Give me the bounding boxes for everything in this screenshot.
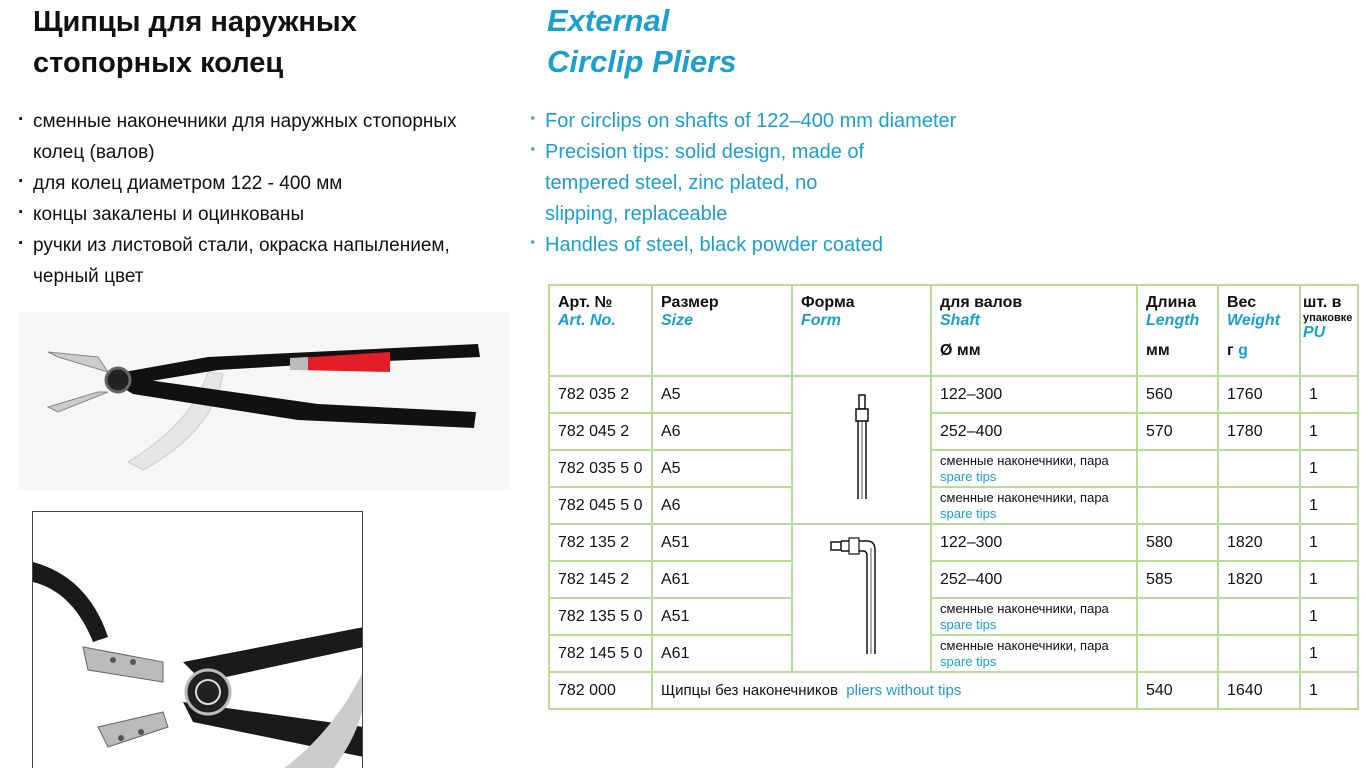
col-art: Арт. № Art. No. — [549, 285, 652, 376]
table-cell: 122–300 — [931, 376, 1137, 413]
table-row — [549, 561, 1358, 598]
col-form: Форма Form — [792, 285, 931, 376]
table-cell: 1 — [1300, 672, 1358, 709]
table-cell: 1820 — [1218, 524, 1300, 561]
table-cell: 1 — [1300, 598, 1358, 635]
table-cell: 252–400 — [931, 413, 1137, 450]
col-pu: шт. в упаковке PU — [1300, 285, 1358, 376]
table-cell: 1 — [1300, 413, 1358, 450]
table-cell: A61 — [652, 635, 792, 672]
table-cell — [1137, 450, 1218, 487]
table-cell: 1 — [1300, 450, 1358, 487]
table-row — [549, 524, 1358, 561]
feature-ru-item: · ручки из листовой стали, окраска напылением, черный цвет — [18, 230, 508, 292]
table-cell: 580 — [1137, 524, 1218, 561]
table-header-row — [549, 285, 1358, 376]
feature-ru-item: · концы закалены и оцинкованы — [18, 199, 508, 230]
table-row — [549, 635, 1358, 672]
title-ru-line1: Щипцы для наружных — [33, 6, 357, 38]
table-cell: 782 035 2 — [549, 376, 652, 413]
table-cell: 570 — [1137, 413, 1218, 450]
table-cell: 1 — [1300, 561, 1358, 598]
feature-en-item: · Precision tips: solid design, made of tempered steel, zinc plated, no slipping, replaceable — [530, 137, 885, 230]
table-cell: 1640 — [1218, 672, 1300, 709]
table-cell: A6 — [652, 487, 792, 524]
form-straight-tip — [792, 376, 931, 524]
table-cell: 1 — [1300, 376, 1358, 413]
pliers-illustration — [18, 312, 510, 490]
table-row — [549, 376, 1358, 413]
col-size: Размер Size — [652, 285, 792, 376]
table-cell: 122–300 — [931, 524, 1137, 561]
feature-ru-item: · сменные наконечники для наружных стопорных колец (валов) — [18, 106, 508, 168]
table-cell: сменные наконечники, пара spare tips — [931, 450, 1137, 487]
table-cell: 1 — [1300, 487, 1358, 524]
table-row — [549, 450, 1358, 487]
pliers-photo — [18, 312, 510, 490]
table-cell: 585 — [1137, 561, 1218, 598]
straight-tip-icon — [842, 393, 882, 503]
table-cell: A6 — [652, 413, 792, 450]
table-cell: A61 — [652, 561, 792, 598]
pliers-tip-illustration — [33, 512, 363, 768]
table-cell — [1218, 598, 1300, 635]
table-cell: A51 — [652, 598, 792, 635]
bent-tip-icon — [827, 536, 897, 656]
title-en-line2: Circlip Pliers — [547, 44, 737, 79]
table-cell: 1780 — [1218, 413, 1300, 450]
table-row — [549, 598, 1358, 635]
table-cell — [1218, 487, 1300, 524]
table-cell: 782 045 5 0 — [549, 487, 652, 524]
table-cell: 782 135 2 — [549, 524, 652, 561]
title-ru — [33, 2, 357, 84]
table-cell: 1820 — [1218, 561, 1300, 598]
table-cell: 560 — [1137, 376, 1218, 413]
table-cell: 782 145 5 0 — [549, 635, 652, 672]
table-cell: 782 045 2 — [549, 413, 652, 450]
table-cell: Щипцы без наконечников pliers without tips — [652, 672, 1137, 709]
feature-en-item: · For circlips on shafts of 122–400 mm diameter — [530, 106, 1050, 137]
table-cell: A51 — [652, 524, 792, 561]
table-cell: 1 — [1300, 635, 1358, 672]
col-length: Длина Length мм — [1137, 285, 1218, 376]
table-cell — [1218, 450, 1300, 487]
table-cell: сменные наконечники, пара spare tips — [931, 487, 1137, 524]
title-en — [547, 0, 737, 82]
table-cell — [1218, 635, 1300, 672]
features-en-list — [530, 106, 1050, 261]
table-cell: 782 000 — [549, 672, 652, 709]
feature-ru-item: · для колец диаметром 122 - 400 мм — [18, 168, 508, 199]
table-cell: 782 135 5 0 — [549, 598, 652, 635]
spec-table — [548, 284, 1359, 710]
table-row — [549, 487, 1358, 524]
table-cell: 782 145 2 — [549, 561, 652, 598]
table-cell: A5 — [652, 450, 792, 487]
table-row — [549, 672, 1358, 709]
table-cell: 252–400 — [931, 561, 1137, 598]
table-cell — [1137, 635, 1218, 672]
col-weight: Вес Weight г g — [1218, 285, 1300, 376]
table-cell — [1137, 487, 1218, 524]
table-cell: A5 — [652, 376, 792, 413]
table-cell: 1760 — [1218, 376, 1300, 413]
title-en-line1: External — [547, 3, 670, 38]
form-bent-tip — [792, 524, 931, 672]
table-cell: 1 — [1300, 524, 1358, 561]
table-cell: сменные наконечники, пара spare tips — [931, 598, 1137, 635]
features-ru-list — [18, 106, 508, 292]
table-row — [549, 413, 1358, 450]
table-cell — [1137, 598, 1218, 635]
title-ru-line2: стопорных колец — [33, 47, 284, 79]
col-shaft: для валов Shaft Ø мм — [931, 285, 1137, 376]
table-cell: 540 — [1137, 672, 1218, 709]
table-cell: 782 035 5 0 — [549, 450, 652, 487]
feature-en-item: · Handles of steel, black powder coated — [530, 230, 1050, 261]
table-cell: сменные наконечники, пара spare tips — [931, 635, 1137, 672]
pliers-tip-photo — [32, 511, 363, 768]
